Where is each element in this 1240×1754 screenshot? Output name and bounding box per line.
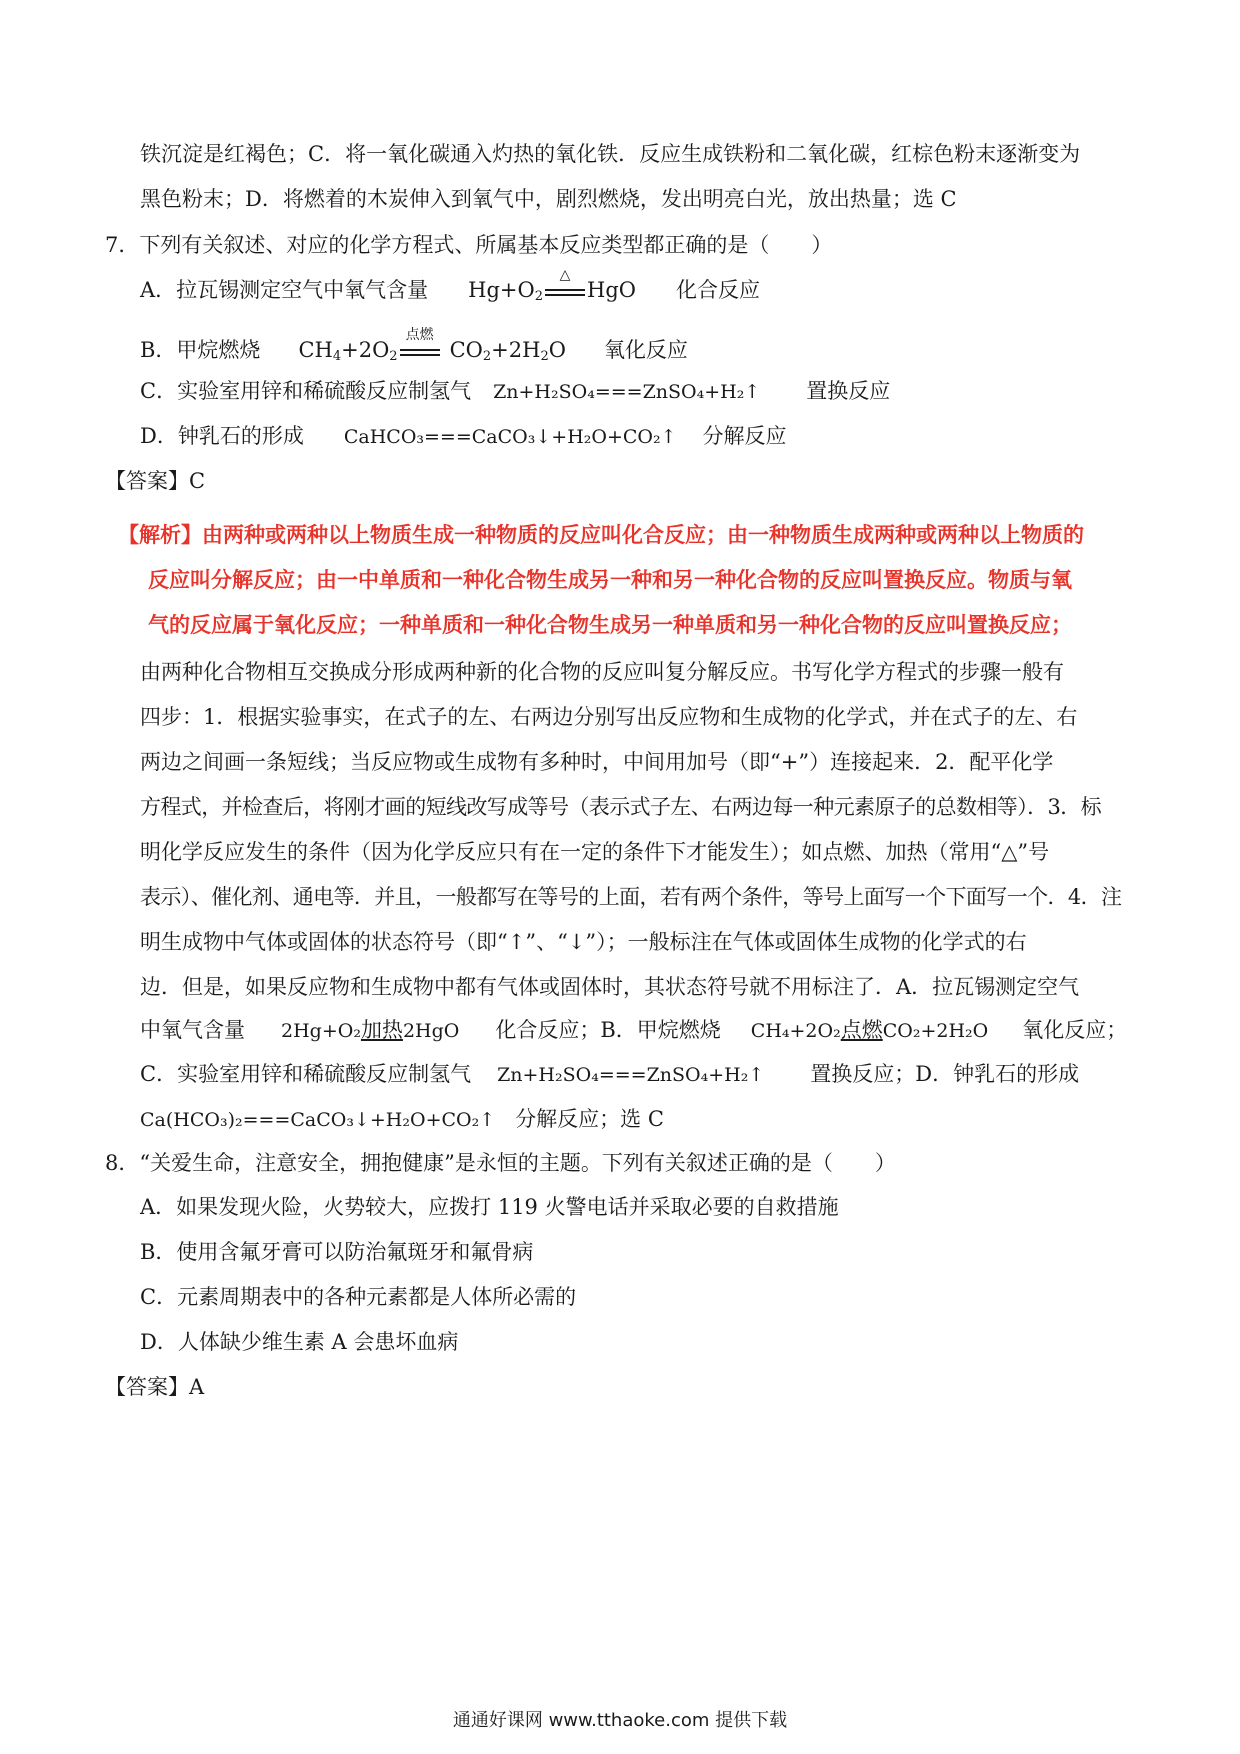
q7-analysis-line-6: 表示）、催化剂、通电等．并且，一般都写在等号的上面，若有两个条件，等号上面写一个下面写一个．4．注 — [140, 885, 1122, 909]
q7-option-b-eq-mid: +2O — [341, 338, 390, 362]
q7-option-a-type: 化合反应 — [676, 278, 761, 302]
q7-option-a-cond: △ — [559, 267, 571, 283]
q7-option-b — [140, 327, 688, 371]
q8-stem: 8．“关爱生命，注意安全，拥抱健康”是永恒的主题。下列有关叙述正确的是（ ） — [105, 1151, 896, 1175]
prev-analysis-line-1: 铁沉淀是红褐色；C．将一氧化碳通入灼热的氧化铁．反应生成铁粉和二氧化碳，红棕色粉末逐渐变为 — [140, 142, 1081, 166]
q7-analysis-red-2: 反应叫分解反应；由一中单质和一种化合物生成另一种和另一种化合物的反应叫置换反应。物质与氧 — [148, 568, 1072, 592]
q8-option-a: A．如果发现火险，火势较大，应拨打 119 火警电话并采取必要的自救措施 — [140, 1195, 839, 1219]
q7-option-b-label: B．甲烷燃烧 — [140, 338, 261, 362]
l9-f: CH₄+2O₂ — [750, 1020, 841, 1042]
q7-answer: 【答案】C — [105, 469, 206, 493]
q7-option-c-eq: Zn+H₂SO₄===ZnSO₄+H₂↑ — [493, 381, 761, 403]
q7-option-b-eq-right1: CO — [449, 338, 483, 362]
q7-option-d — [140, 422, 787, 451]
l9-b: 2Hg+O₂ — [281, 1020, 361, 1042]
q7-analysis-red-1: 【解析】由两种或两种以上物质生成一种物质的反应叫化合反应；由一种物质生成两种或两种以上物质的 — [118, 523, 1084, 547]
q7-option-a-label: A．拉瓦锡测定空气中氧气含量 — [140, 278, 429, 302]
q8-option-d: D．人体缺少维生素 A 会患坏血病 — [140, 1330, 459, 1354]
q7-option-c-type: 置换反应 — [806, 379, 891, 403]
q7-option-b-eq-right2: +2H — [491, 338, 541, 362]
l9-d: 2HgO — [402, 1020, 460, 1042]
l9-h: CO₂+2H₂O — [882, 1020, 989, 1042]
l10-a: C．实验室用锌和稀硫酸反应制氢气 — [140, 1062, 472, 1086]
q7-option-b-cond: 点燃 — [405, 327, 434, 343]
q7-option-c — [140, 377, 890, 406]
q8-option-b: B．使用含氟牙膏可以防治氟斑牙和氟骨病 — [140, 1240, 534, 1264]
q7-analysis-line-2: 四步：1．根据实验事实，在式子的左、右两边分别写出反应物和生成物的化学式，并在式子的左、右 — [140, 705, 1078, 729]
q7-option-d-eq: CaHCO₃===CaCO₃↓+H₂O+CO₂↑ — [343, 426, 677, 448]
q7-stem: 7．下列有关叙述、对应的化学方程式、所属基本反应类型都正确的是（ ） — [105, 233, 833, 257]
q7-option-b-sub-h2o: 2 — [540, 349, 549, 364]
q7-analysis-line-11 — [140, 1105, 664, 1134]
q7-option-a-eq-right: HgO — [587, 278, 637, 302]
l11-a: Ca(HCO₃)₂===CaCO₃↓+H₂O+CO₂↑ — [140, 1109, 496, 1131]
q7-analysis-line-3: 两边之间画一条短线；当反应物或生成物有多种时，中间用加号（即“+”）连接起来．2．配平化学 — [140, 750, 1054, 774]
l9-g: 点燃 — [840, 1018, 883, 1042]
q7-option-b-eqsign — [398, 327, 442, 364]
q7-analysis-line-10 — [140, 1060, 1079, 1089]
q8-answer: 【答案】A — [105, 1375, 205, 1399]
q7-analysis-line-1: 由两种化合物相互交换成分形成两种新的化合物的反应叫复分解反应。书写化学方程式的步骤一般有 — [140, 660, 1064, 684]
q7-analysis-red-3: 气的反应属于氧化反应；一种单质和一种化合物生成另一种单质和另一种化合物的反应叫置换反应； — [148, 613, 1072, 637]
q7-option-b-sub2: 2 — [389, 349, 398, 364]
q8-option-c: C．元素周期表中的各种元素都是人体所必需的 — [140, 1285, 577, 1309]
q7-option-b-eq-right3: O — [548, 338, 566, 362]
l9-e: 化合反应；B．甲烷燃烧 — [495, 1018, 721, 1042]
l9-i: 氧化反应； — [1022, 1018, 1128, 1042]
q7-option-a-sub: 2 — [534, 289, 544, 304]
q7-option-a-eq-left: Hg+O — [468, 278, 535, 302]
l9-c: 加热 — [360, 1018, 403, 1042]
l9-a: 中氧气含量 — [140, 1018, 245, 1042]
q7-analysis-line-8: 边．但是，如果反应物和生成物中都有气体或固体时，其状态符号就不用标注了．A．拉瓦锡测定空气 — [140, 975, 1080, 999]
q7-option-b-sub4: 4 — [332, 349, 342, 364]
q7-analysis-line-5: 明化学反应发生的条件（因为化学反应只有在一定的条件下才能发生）；如点燃、加热（常用“△”号 — [140, 840, 1050, 864]
q7-option-b-eq-left: CH — [298, 338, 333, 362]
q7-option-d-type: 分解反应 — [702, 424, 787, 448]
page-footer: 通通好课网 www.tthaoke.com 提供下载 — [452, 1710, 788, 1731]
q7-option-c-label: C．实验室用锌和稀硫酸反应制氢气 — [140, 379, 472, 403]
q7-analysis-line-9 — [140, 1016, 1127, 1045]
q7-option-d-label: D．钟乳石的形成 — [140, 424, 304, 448]
q7-option-b-type: 氧化反应 — [603, 338, 688, 362]
prev-analysis-line-2: 黑色粉末；D．将燃着的木炭伸入到氧气中，剧烈燃烧，发出明亮白光，放出热量；选 C — [140, 187, 957, 211]
l11-b: 分解反应；选 C — [515, 1107, 664, 1131]
q7-analysis-line-4: 方程式，并检查后，将刚才画的短线改写成等号（表示式子左、右两边每一种元素原子的总数相等）．3．标 — [140, 795, 1102, 819]
q7-option-a — [140, 267, 761, 311]
q7-option-b-sub-co2: 2 — [482, 349, 492, 364]
q7-analysis-line-7: 明生成物中气体或固体的状态符号（即“↑”、“↓”）；一般标注在气体或固体生成物的化学式的右 — [140, 930, 1027, 954]
q7-option-a-eqsign — [543, 267, 587, 304]
l10-b: Zn+H₂SO₄===ZnSO₄+H₂↑ — [497, 1064, 765, 1086]
l10-c: 置换反应；D．钟乳石的形成 — [810, 1062, 1080, 1086]
